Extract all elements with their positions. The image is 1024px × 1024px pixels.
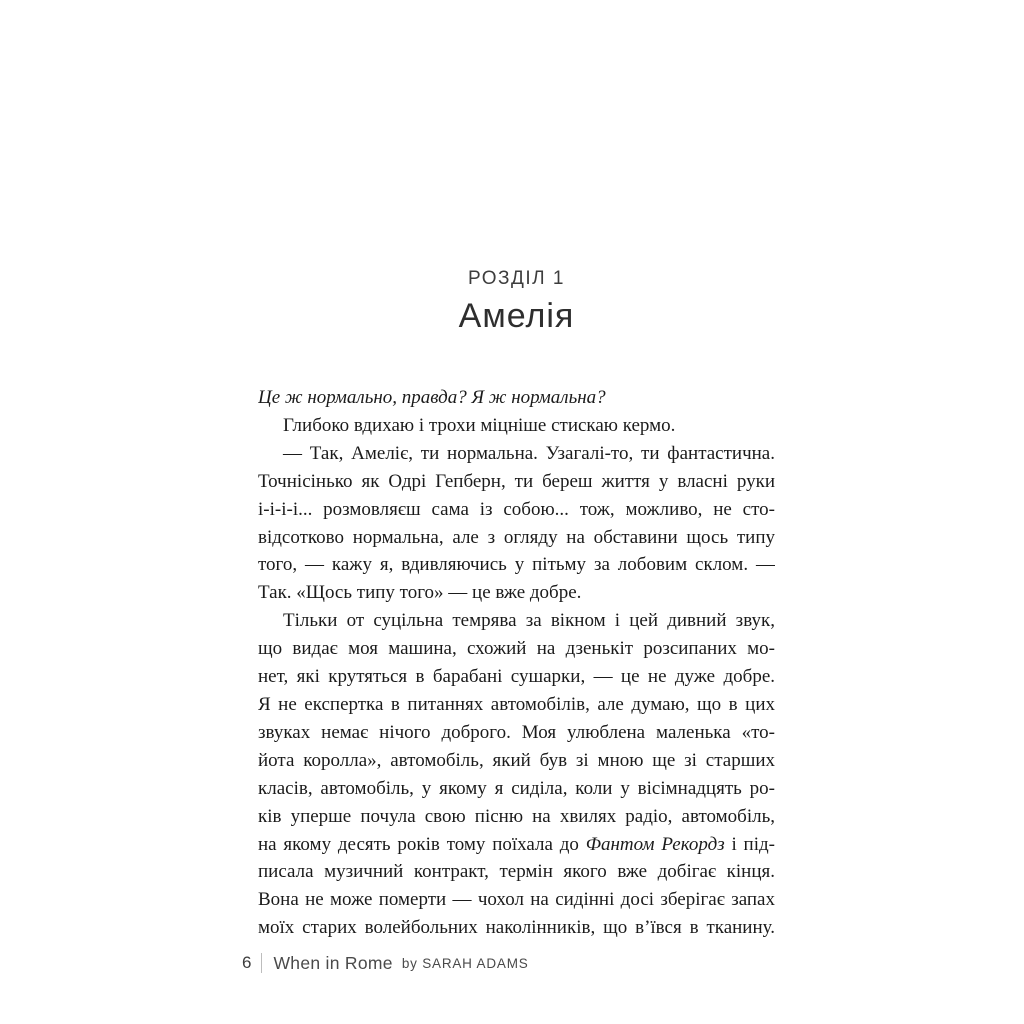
- page-number: 6: [242, 953, 252, 972]
- body-line: ків уперше почула свою пісню на хвилях радіо, автомобіль,: [258, 805, 775, 827]
- body-line: і-і-і-і... розмовляєш сама із собою... тож, можливо, не сто-: [258, 498, 775, 520]
- body-line: Точнісінько як Одрі Гепберн, ти береш життя у власні руки: [258, 470, 775, 492]
- chapter-heading: [258, 268, 775, 336]
- body-line: звуках немає нічого доброго. Моя улюблена маленька «то-: [258, 721, 775, 743]
- body-line: відсотково нормальна, але з огляду на обставини щось типу: [258, 526, 775, 548]
- body-line: Це ж нормально, правда? Я ж нормальна?: [258, 387, 606, 408]
- body-line: Я не експертка в питаннях автомобілів, але думаю, що в цих: [258, 693, 775, 715]
- body-line: йота королла», автомобіль, який був зі мною ще зі старших: [258, 749, 775, 771]
- chapter-label: РОЗДІЛ 1: [468, 268, 565, 289]
- body-line: Так. «Щось типу того» — це вже добре.: [258, 582, 582, 604]
- body-line: класів, автомобіль, у якому я сиділа, коли у вісімнадцять ро-: [258, 777, 775, 799]
- page-footer: [242, 948, 529, 978]
- body-text: [258, 384, 775, 942]
- body-line: на якому десять років тому поїхала до Фантом Рекордз і під-: [258, 833, 775, 855]
- body-line: Глибоко вдихаю і трохи міцніше стискаю кермо.: [283, 414, 676, 436]
- chapter-title: Амелія: [458, 297, 575, 335]
- body-line: — Так, Амеліє, ти нормальна. Узагалі-то, ти фантастична.: [283, 442, 775, 464]
- footer-divider: [261, 953, 262, 973]
- book-title: When in Rome: [273, 952, 393, 973]
- body-line: писала музичний контракт, термін якого вже добігає кінця.: [258, 861, 775, 883]
- book-author-byline: by SARAH ADAMS: [401, 955, 529, 971]
- body-line: Тільки от суцільна темрява за вікном і цей дивний звук,: [283, 610, 775, 632]
- body-line: Вона не може померти — чохол на сидінні досі зберігає запах: [258, 889, 775, 911]
- body-line: нет, які крутяться в барабані сушарки, — це не дуже добре.: [258, 666, 775, 688]
- body-line: що видає моя машина, схожий на дзенькіт розсипаних мо-: [258, 638, 775, 660]
- body-line: моїх старих волейбольних наколінників, що в’ївся в тканину.: [258, 917, 775, 939]
- body-line: того, — кажу я, вдивляючись у пітьму за лобовим склом. —: [258, 554, 775, 576]
